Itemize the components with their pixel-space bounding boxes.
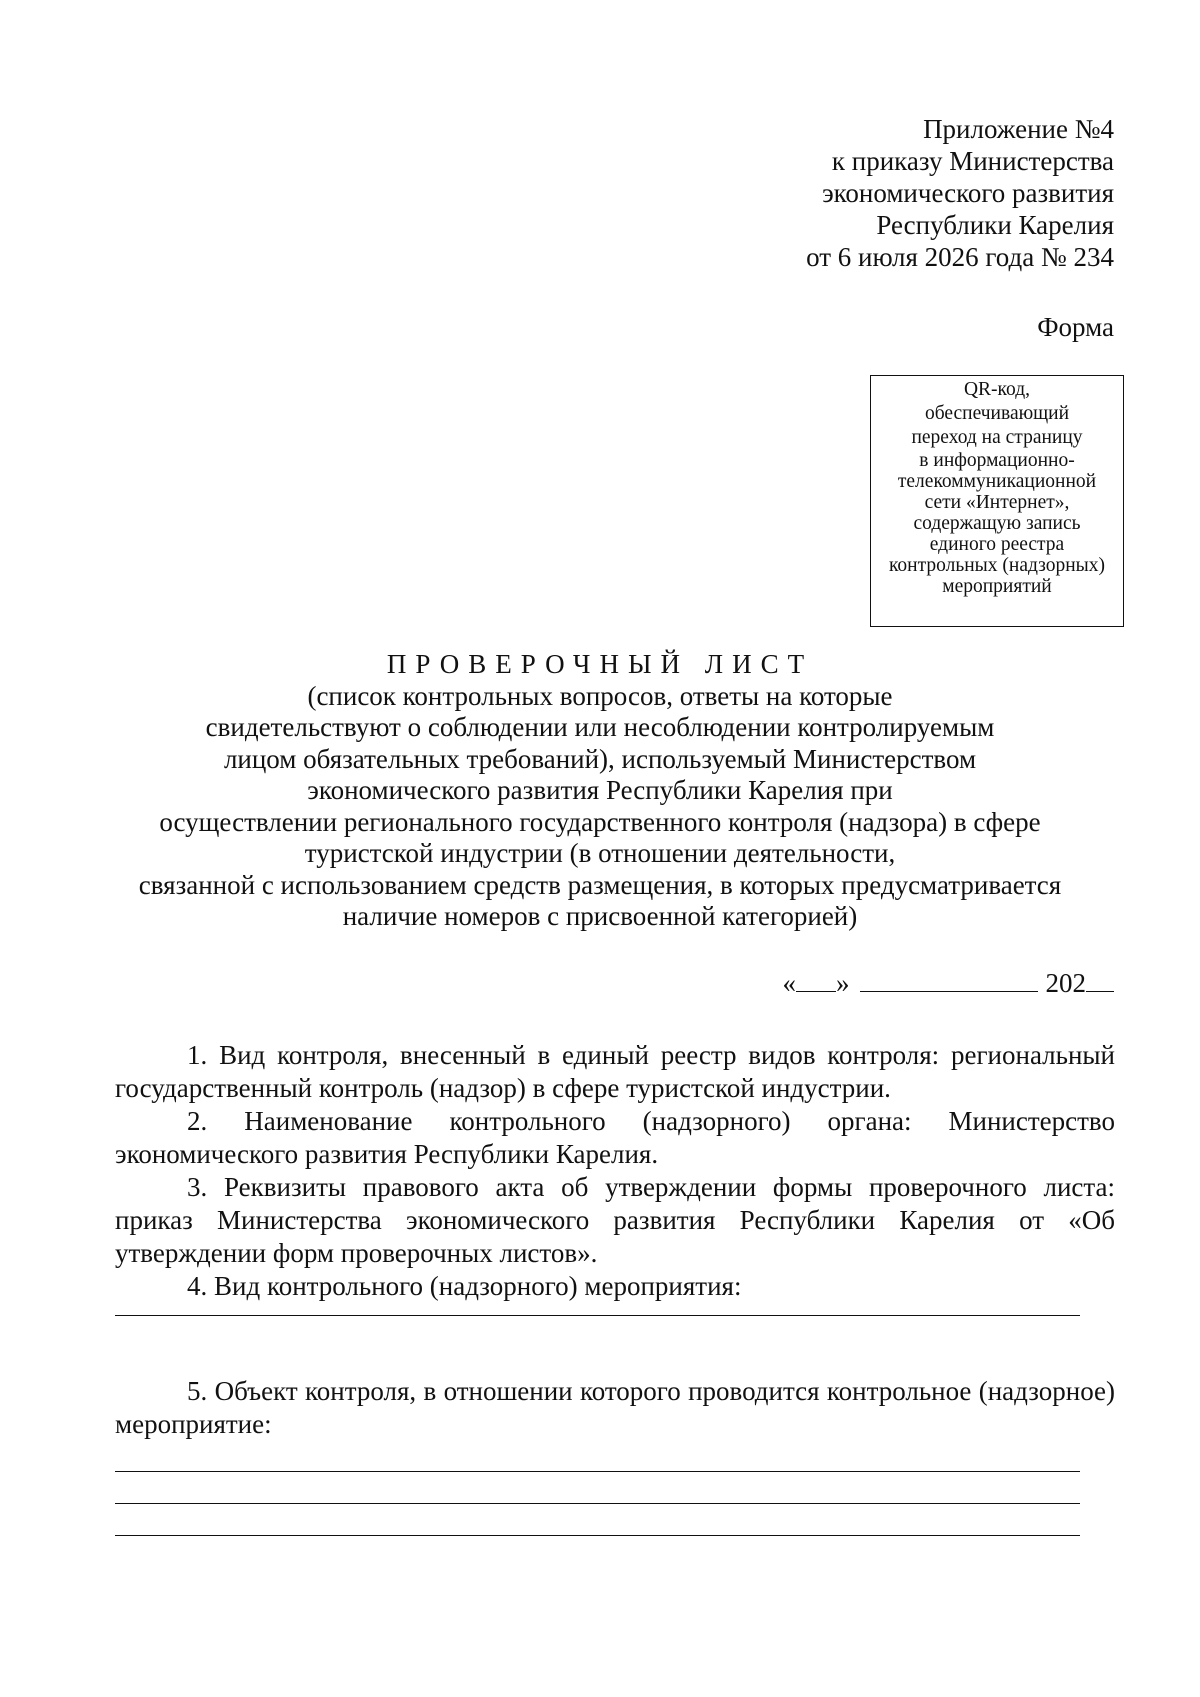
- year-blank[interactable]: [1086, 967, 1114, 992]
- annex-line: к приказу Министерства: [831, 146, 1114, 176]
- title-line: связанной с использованием средств размещения, в которых предусматривается: [138, 869, 1062, 900]
- qr-box-line: в информационно-: [919, 450, 1075, 471]
- item-2: 2. Наименование контрольного (надзорного) органа: Министерство экономического развития Республики Карелия.: [115, 1106, 1115, 1169]
- title-line: туристской индустрии (в отношении деятельности,: [304, 838, 896, 868]
- qr-box-line: содержащую запись: [913, 513, 1081, 534]
- qr-box-line: обеспечивающий: [924, 403, 1070, 424]
- form-label: Форма: [1037, 312, 1114, 342]
- day-blank[interactable]: [796, 967, 836, 992]
- annex-line: от 6 июля 2026 года № 234: [806, 242, 1114, 272]
- qr-box-line: QR-код,: [963, 379, 1031, 400]
- qr-code-placeholder-box: [870, 375, 1124, 627]
- item-3: 3. Реквизиты правового акта об утверждении формы проверочного листа: приказ Министерства экономического развития Республики Карелия от «Об утверждении форм проверочных листов».: [115, 1172, 1115, 1268]
- title-heading: ПРОВЕРОЧНЫЙ ЛИСТ: [386, 649, 814, 679]
- checklist-items: [115, 1039, 1115, 1303]
- open-quote: «: [782, 968, 796, 998]
- checklist-item-5: [115, 1375, 1115, 1441]
- title-line: лицом обязательных требований), используемый Министерством: [223, 743, 977, 774]
- qr-box-line: переход на страницу: [911, 427, 1083, 448]
- month-blank[interactable]: [860, 967, 1038, 992]
- date-fill-line: [783, 967, 1115, 999]
- item-5: 5. Объект контроля, в отношении которого проводится контрольное (надзорное) мероприятие:: [115, 1376, 1115, 1439]
- annex-header: [806, 113, 1114, 273]
- item-4-fill-line[interactable]: [115, 1315, 1080, 1316]
- close-quote: »: [836, 968, 850, 998]
- document-title: [60, 649, 1140, 933]
- qr-box-line: мероприятий: [942, 576, 1052, 597]
- item-4: 4. Вид контрольного (надзорного) мероприятия:: [187, 1271, 742, 1301]
- item-5-fill-line[interactable]: [115, 1503, 1080, 1504]
- title-line: свидетельствуют о соблюдении или несоблюдении контролируемым: [205, 712, 995, 742]
- year-prefix: 202: [1045, 968, 1086, 998]
- title-line: наличие номеров с присвоенной категорией): [342, 901, 858, 931]
- annex-line: Приложение №4: [923, 114, 1114, 144]
- item-5-fill-line[interactable]: [115, 1535, 1080, 1536]
- annex-line: Республики Карелия: [876, 210, 1114, 240]
- title-line: (список контрольных вопросов, ответы на которые: [307, 680, 893, 711]
- title-line: осуществлении регионального государственного контроля (надзора) в сфере: [159, 806, 1041, 837]
- qr-box-line: сети «Интернет»,: [924, 492, 1070, 513]
- item-1: 1. Вид контроля, внесенный в единый реестр видов контроля: региональный государственный контроль (надзор) в сфере туристской индустрии.: [115, 1040, 1115, 1103]
- qr-box-line: контрольных (надзорных): [888, 555, 1106, 576]
- qr-box-line: телекоммуникационной: [897, 471, 1097, 492]
- item-5-fill-line[interactable]: [115, 1471, 1080, 1472]
- title-line: экономического развития Республики Карелия при: [307, 775, 893, 805]
- qr-box-line: единого реестра: [929, 534, 1065, 555]
- annex-line: экономического развития: [822, 178, 1114, 208]
